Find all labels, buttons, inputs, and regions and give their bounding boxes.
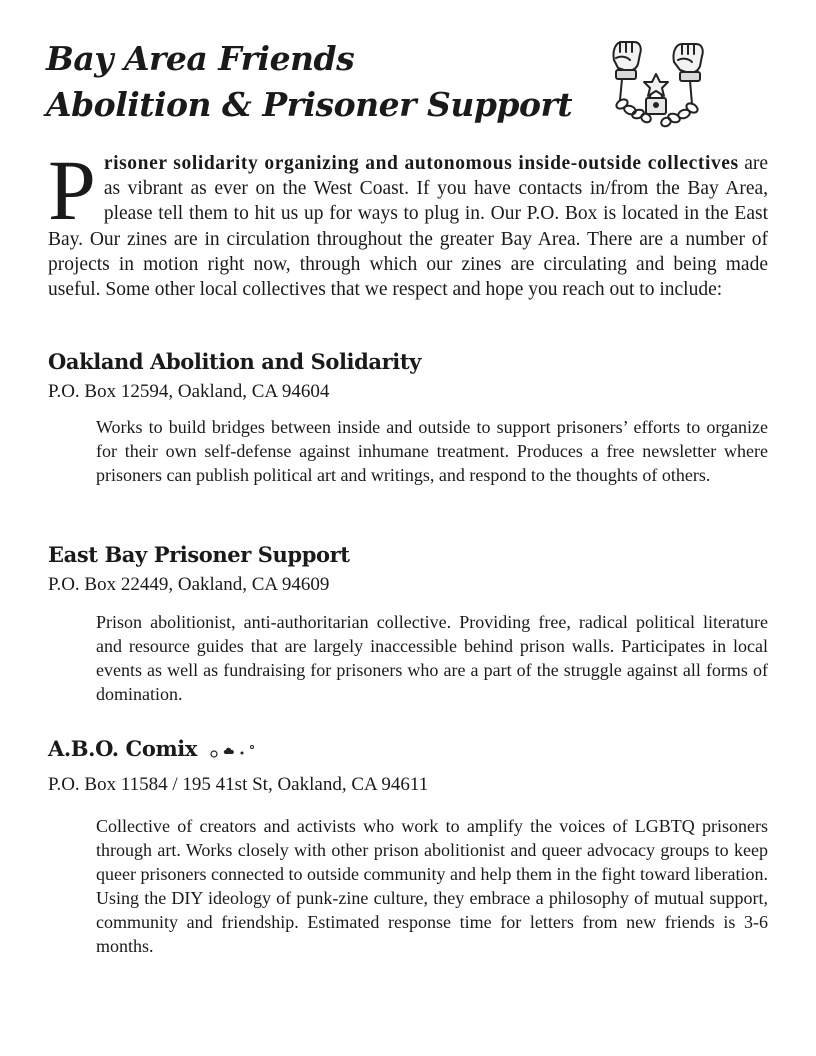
title-line-1: Bay Area Friends [46, 39, 355, 78]
org-name-abo-comix: A.B.O. Comix [48, 736, 197, 761]
drop-cap: P [48, 142, 96, 238]
org-description-abo-comix: Collective of creators and activists who work to amplify the voices of LGBTQ prisoners through art. Works closely with other prison abolitionist and queer advocacy groups to keep queer prisoners connected to outside community and help them in the fight toward liberation. Using the DIY ideology of punk-zine culture, they embrace a philosophy of mutual support, community and friendship. Estimated response time for letters from new friends is 3-6 months. [96, 816, 768, 956]
org-description-east-bay-prisoner-support: Prison abolitionist, anti-authoritarian collective. Providing free, radical political literature and resource guides that are largely inaccessible behind prison walls. Participates in local events as well as fundraising for prisoners who are a part of the struggle against all forms of domination. [96, 612, 768, 704]
left-fist-icon [613, 42, 640, 100]
right-fist-icon [673, 44, 702, 104]
org-address-east-bay-prisoner-support: P.O. Box 22449, Oakland, CA 94609 [48, 574, 330, 595]
title-line-2: Abolition & Prisoner Support [46, 85, 573, 124]
org-address-abo-comix: P.O. Box 11584 / 195 41st St, Oakland, CA 94611 [48, 774, 429, 795]
org-description-oakland-abolition: Works to build bridges between inside and outside to support prisoners’ efforts to organize for their own self-defense against inhumane treatment. Produces a free newsletter where prisoners can publish political art and writings, and respond to the thoughts of others. [96, 417, 768, 485]
cloud-dots-icon [210, 737, 266, 765]
raised-fists-broken-chains-icon [600, 34, 712, 134]
intro-paragraph [48, 142, 768, 302]
org-name-east-bay-prisoner-support: East Bay Prisoner Support [48, 542, 350, 567]
org-address-oakland-abolition: P.O. Box 12594, Oakland, CA 94604 [48, 381, 330, 402]
org-heading-abo-comix [48, 735, 266, 765]
org-name-oakland-abolition: Oakland Abolition and Solidarity [48, 349, 421, 374]
center-star-icon [644, 74, 668, 96]
page-title [46, 36, 606, 128]
intro-body: are as vibrant as ever on the West Coast. If you have contacts in/from the Bay Area, please tell them to hit us up for ways to plug in. Our P.O. Box is located in the East Bay. Our zines are in circulation throughout the greater Bay Area. There are a number of projects in motion right now, through which our zines are circulating and being made useful. Some other local collectives that we respect and hope you reach out to include: [48, 153, 768, 301]
intro-lead: risoner solidarity organizing and autonomous inside-outside collectives [103, 153, 739, 174]
